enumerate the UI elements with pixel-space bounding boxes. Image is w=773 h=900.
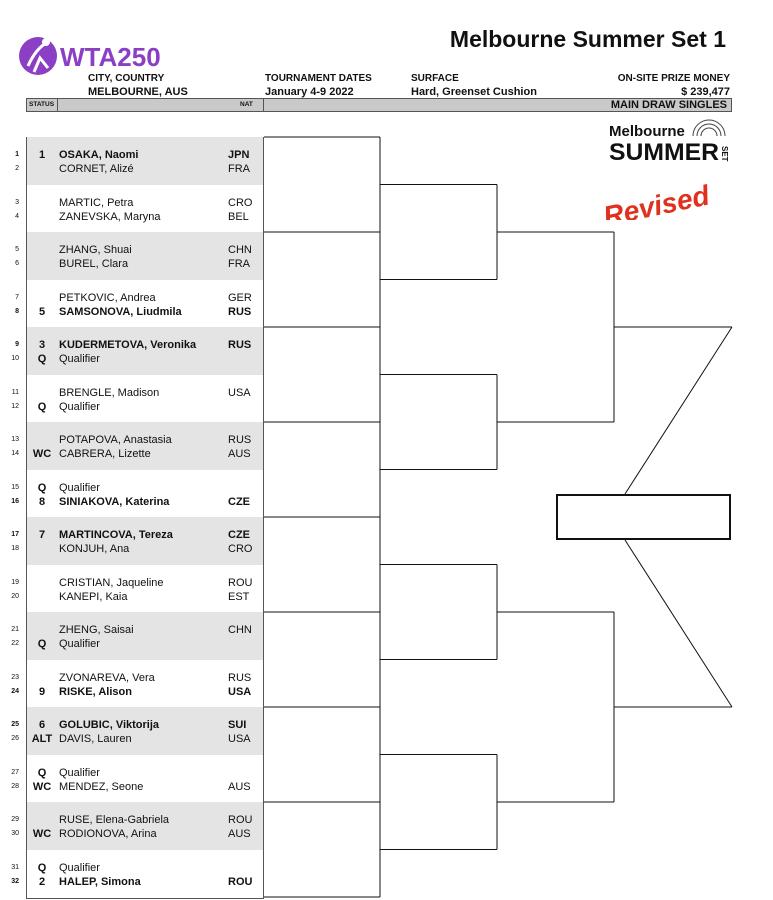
- revised-stamp: [598, 180, 728, 220]
- seed-status: Q: [37, 638, 47, 650]
- player-name: HALEP, Simona: [59, 875, 141, 888]
- player-name: ZHENG, Saisai: [59, 624, 134, 636]
- revised-text: Revised: [600, 180, 713, 220]
- draw-position: 23: [11, 673, 19, 681]
- draw-position: 14: [11, 450, 19, 457]
- draw-position: 11: [11, 388, 19, 396]
- player-row: [11, 576, 263, 590]
- draw-position: 17: [11, 531, 19, 538]
- dates-value: January 4-9 2022: [265, 86, 354, 98]
- draw-type-title: MAIN DRAW SINGLES: [610, 99, 727, 111]
- match-slot: [11, 565, 263, 613]
- player-name: MARTIC, Petra: [59, 196, 134, 209]
- badge-summer: SUMMER: [609, 139, 719, 166]
- player-name: Qualifier: [59, 638, 100, 650]
- player-nationality: ROU: [228, 875, 253, 888]
- draw-position: 18: [11, 545, 19, 552]
- match-slot: [11, 517, 263, 565]
- player-row: [15, 305, 263, 319]
- player-nationality: BEL: [228, 210, 249, 223]
- match-slot: [11, 755, 263, 803]
- player-row: [11, 590, 263, 604]
- seed-status: Q: [37, 400, 47, 413]
- match-slot: [11, 802, 263, 850]
- match-slot: [11, 327, 263, 375]
- player-nationality: SUI: [228, 719, 247, 731]
- match-slot: [11, 850, 263, 898]
- city-label: CITY, COUNTRY: [88, 73, 165, 84]
- player-name: SAMSONOVA, Liudmila: [59, 305, 182, 318]
- tournament-title: Melbourne Summer Set 1: [449, 26, 726, 52]
- match-slot: [15, 232, 263, 280]
- seed-status: 5: [38, 305, 46, 318]
- player-row: [15, 257, 263, 271]
- player-name: Qualifier: [59, 400, 100, 413]
- player-row: [11, 861, 263, 875]
- draw-position: 29: [11, 816, 19, 823]
- draw-position: 20: [11, 592, 19, 600]
- player-name: CABRERA, Lizette: [59, 448, 151, 460]
- player-name: KONJUH, Ana: [59, 543, 130, 555]
- player-nationality: RUS: [228, 671, 252, 684]
- match-slot: [15, 185, 263, 233]
- status-column-label: STATUS: [29, 101, 55, 108]
- match-slot: [11, 422, 263, 470]
- player-nationality: GER: [228, 291, 252, 304]
- player-name: SINIAKOVA, Katerina: [59, 495, 170, 508]
- player-name: POTAPOVA, Anastasia: [59, 434, 172, 446]
- badge-set: SET: [720, 146, 729, 162]
- draw-position: 13: [11, 436, 19, 443]
- player-nationality: AUS: [228, 448, 251, 460]
- draw-position: 30: [11, 830, 19, 837]
- player-row: [11, 637, 263, 651]
- seed-status: WC: [32, 828, 52, 840]
- seed-status: Q: [37, 766, 47, 779]
- player-name: ZHANG, Shuai: [59, 244, 132, 256]
- prize-label: ON-SITE PRIZE MONEY: [617, 73, 730, 84]
- draw-position: 31: [11, 863, 19, 871]
- bracket-line: [625, 540, 732, 707]
- seed-status: 1: [38, 149, 46, 161]
- seed-status: WC: [32, 780, 52, 793]
- draw-position: 28: [11, 782, 19, 790]
- seed-status: ALT: [31, 733, 53, 745]
- player-row: [11, 352, 263, 366]
- badge-melbourne: Melbourne: [609, 123, 685, 140]
- player-row: [11, 447, 263, 461]
- champion-box: [556, 494, 731, 540]
- player-name: MARTINCOVA, Tereza: [59, 529, 173, 541]
- player-name: OSAKA, Naomi: [59, 149, 139, 161]
- draw-position: 27: [11, 768, 19, 776]
- player-row: [11, 780, 263, 794]
- draw-position: 6: [15, 260, 19, 267]
- player-row: [11, 623, 263, 637]
- player-row: [11, 481, 263, 495]
- match-slot: [11, 612, 263, 660]
- player-nationality: CZE: [228, 495, 250, 508]
- draw-position: 15: [11, 483, 19, 491]
- player-nationality: RUS: [228, 305, 252, 318]
- player-name: RODIONOVA, Arina: [59, 828, 157, 840]
- player-row: [11, 542, 263, 556]
- player-name: DAVIS, Lauren: [59, 733, 132, 745]
- player-row: [11, 766, 263, 780]
- player-row: [11, 718, 263, 732]
- seed-status: 2: [38, 875, 46, 888]
- player-name: KUDERMETOVA, Veronika: [59, 339, 197, 351]
- draw-position: 24: [11, 687, 19, 695]
- draw-position: 1: [15, 151, 19, 158]
- player-name: GOLUBIC, Viktorija: [59, 719, 160, 731]
- draw-position: 25: [11, 721, 19, 728]
- draw-position: 5: [15, 246, 19, 253]
- player-name: ZVONAREVA, Vera: [59, 671, 155, 684]
- draw-position: 22: [11, 640, 19, 647]
- player-row: [11, 400, 263, 414]
- draw-header-bar: [26, 98, 732, 112]
- draw-position: 3: [15, 198, 19, 206]
- player-row: [15, 291, 263, 305]
- player-name: CRISTIAN, Jaqueline: [59, 576, 164, 589]
- player-nationality: FRA: [228, 163, 250, 175]
- player-row: [15, 210, 263, 224]
- match-slot: [11, 660, 263, 708]
- player-nationality: CHN: [228, 244, 252, 256]
- player-nationality: ROU: [228, 576, 253, 589]
- nat-column-label: NAT: [240, 101, 253, 108]
- seed-status: 7: [38, 529, 46, 541]
- draw-position: 8: [15, 307, 19, 315]
- player-name: ZANEVSKA, Maryna: [59, 210, 161, 223]
- player-name: MENDEZ, Seone: [59, 780, 144, 793]
- seed-status: Q: [37, 353, 47, 365]
- player-list: [11, 137, 264, 899]
- player-nationality: ROU: [228, 814, 253, 826]
- draw-position: 9: [15, 341, 19, 348]
- player-name: PETKOVIC, Andrea: [59, 291, 156, 304]
- seed-status: 3: [38, 339, 46, 351]
- draw-position: 4: [15, 212, 19, 220]
- player-nationality: USA: [228, 685, 252, 698]
- player-name: Qualifier: [59, 353, 100, 365]
- draw-position: 12: [11, 402, 19, 410]
- player-row: [11, 386, 263, 400]
- player-nationality: EST: [228, 590, 250, 603]
- player-row: [15, 243, 263, 257]
- seed-status: Q: [37, 861, 47, 874]
- player-row: [11, 495, 263, 509]
- dates-label: TOURNAMENT DATES: [265, 73, 372, 84]
- player-row: [15, 338, 263, 352]
- player-nationality: AUS: [228, 780, 251, 793]
- draw-position: 32: [11, 877, 19, 885]
- player-name: Qualifier: [59, 481, 100, 494]
- player-row: [11, 528, 263, 542]
- player-nationality: CRO: [228, 543, 253, 555]
- seed-status: Q: [37, 481, 47, 494]
- seed-status: 9: [38, 685, 46, 698]
- draw-position: 19: [11, 578, 19, 586]
- prize-value: $ 239,477: [681, 86, 730, 98]
- sunrise-icon: [693, 120, 725, 136]
- draw-position: 26: [11, 735, 19, 742]
- seed-status: 6: [38, 719, 46, 731]
- player-nationality: FRA: [228, 258, 250, 270]
- logo-text: WTA250: [60, 42, 161, 72]
- match-slot: [11, 707, 263, 755]
- draw-position: 10: [11, 355, 19, 362]
- player-row: [15, 196, 263, 210]
- player-row: [11, 827, 263, 841]
- player-nationality: USA: [228, 386, 251, 399]
- player-name: BUREL, Clara: [59, 258, 129, 270]
- wta-player-icon: [19, 37, 57, 75]
- seed-status: 8: [38, 495, 46, 508]
- player-nationality: JPN: [228, 149, 250, 161]
- player-row: [11, 671, 263, 685]
- player-nationality: USA: [228, 733, 251, 745]
- melbourne-summer-set-logo: [605, 118, 733, 168]
- player-row: [15, 148, 263, 162]
- player-row: [11, 813, 263, 827]
- match-slot: [11, 375, 263, 423]
- player-row: [15, 162, 263, 176]
- draw-position: 2: [15, 165, 19, 172]
- draw-position: 7: [15, 293, 19, 301]
- draw-position: 16: [11, 497, 19, 505]
- player-name: KANEPI, Kaia: [59, 590, 128, 603]
- surface-value: Hard, Greenset Cushion: [411, 86, 537, 98]
- match-slot: [15, 137, 263, 185]
- player-name: Qualifier: [59, 766, 100, 779]
- player-name: CORNET, Alizé: [59, 163, 134, 175]
- city-value: MELBOURNE, AUS: [88, 86, 188, 98]
- player-name: RISKE, Alison: [59, 685, 132, 698]
- player-row: [11, 875, 263, 889]
- player-nationality: CHN: [228, 624, 252, 636]
- player-name: Qualifier: [59, 861, 100, 874]
- player-name: RUSE, Elena-Gabriela: [59, 814, 170, 826]
- player-nationality: RUS: [228, 434, 252, 446]
- bracket-line: [625, 327, 732, 494]
- player-row: [11, 732, 263, 746]
- player-row: [11, 433, 263, 447]
- player-nationality: CZE: [228, 529, 250, 541]
- player-nationality: RUS: [228, 339, 252, 351]
- player-name: BRENGLE, Madison: [59, 386, 160, 399]
- player-row: [11, 685, 263, 699]
- draw-position: 21: [11, 626, 19, 633]
- match-slot: [15, 280, 263, 328]
- match-slot: [11, 470, 263, 518]
- seed-status: WC: [32, 448, 52, 460]
- player-nationality: CRO: [228, 196, 253, 209]
- surface-label: SURFACE: [411, 73, 459, 84]
- player-nationality: AUS: [228, 828, 251, 840]
